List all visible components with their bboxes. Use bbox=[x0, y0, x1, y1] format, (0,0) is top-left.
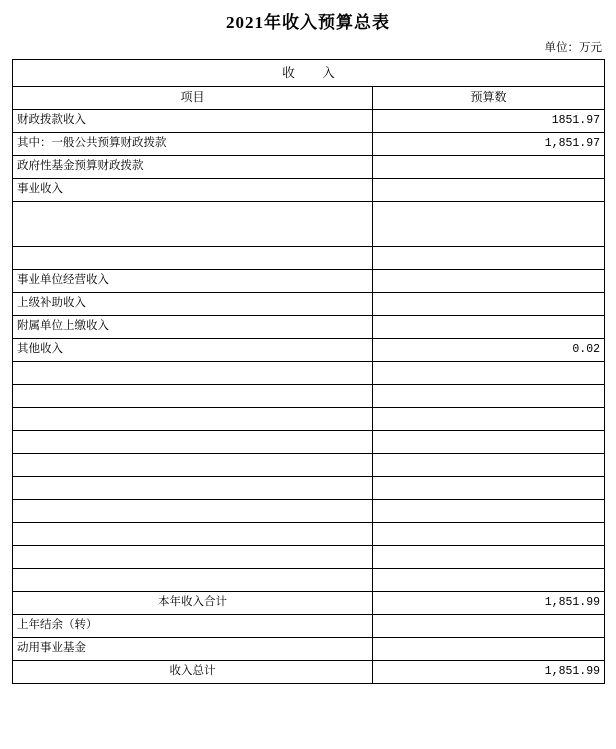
row-value bbox=[373, 385, 605, 408]
table-row bbox=[13, 569, 605, 592]
row-value bbox=[373, 477, 605, 500]
unit-note: 单位：万元 bbox=[544, 42, 602, 54]
table-row bbox=[13, 615, 605, 638]
table-row bbox=[13, 385, 605, 408]
row-label: 本年收入合计 bbox=[13, 592, 373, 615]
row-value bbox=[373, 500, 605, 523]
table-row bbox=[13, 431, 605, 454]
row-label: 事业单位经营收入 bbox=[13, 270, 373, 293]
table-row bbox=[13, 408, 605, 431]
table-row bbox=[13, 270, 605, 293]
table-row bbox=[13, 133, 605, 156]
row-label: 上年结余（转） bbox=[13, 615, 373, 638]
row-value bbox=[373, 431, 605, 454]
table-row bbox=[13, 110, 605, 133]
row-value bbox=[373, 362, 605, 385]
table-column-header-row bbox=[13, 87, 605, 110]
row-value bbox=[373, 156, 605, 179]
table-row bbox=[13, 202, 605, 247]
table-row bbox=[13, 454, 605, 477]
table-row bbox=[13, 247, 605, 270]
row-label bbox=[13, 202, 373, 247]
row-label bbox=[13, 362, 373, 385]
table-row bbox=[13, 500, 605, 523]
row-label bbox=[13, 385, 373, 408]
row-value: 0.02 bbox=[373, 339, 605, 362]
row-label bbox=[13, 431, 373, 454]
row-value bbox=[373, 247, 605, 270]
table-row bbox=[13, 179, 605, 202]
income-budget-table bbox=[12, 59, 605, 684]
row-value bbox=[373, 270, 605, 293]
row-label: 动用事业基金 bbox=[13, 638, 373, 661]
table-row bbox=[13, 362, 605, 385]
row-label: 上级补助收入 bbox=[13, 293, 373, 316]
table-body bbox=[13, 60, 605, 684]
table-row bbox=[13, 661, 605, 684]
row-value bbox=[373, 615, 605, 638]
table-row bbox=[13, 477, 605, 500]
page-title: 2021年收入预算总表 bbox=[226, 13, 390, 32]
row-label bbox=[13, 408, 373, 431]
row-value bbox=[373, 523, 605, 546]
row-value: 1851.97 bbox=[373, 110, 605, 133]
row-label bbox=[13, 500, 373, 523]
row-label bbox=[13, 454, 373, 477]
table-section-header-row bbox=[13, 60, 605, 87]
row-label bbox=[13, 477, 373, 500]
row-label: 其他收入 bbox=[13, 339, 373, 362]
row-value: 1,851.99 bbox=[373, 661, 605, 684]
row-value bbox=[373, 202, 605, 247]
column-header-budget: 预算数 bbox=[373, 87, 605, 110]
row-label bbox=[13, 546, 373, 569]
row-label bbox=[13, 569, 373, 592]
row-value bbox=[373, 316, 605, 339]
row-value bbox=[373, 638, 605, 661]
row-value bbox=[373, 569, 605, 592]
table-row bbox=[13, 293, 605, 316]
row-label bbox=[13, 247, 373, 270]
table-row bbox=[13, 339, 605, 362]
row-value bbox=[373, 454, 605, 477]
table-row bbox=[13, 523, 605, 546]
row-value bbox=[373, 293, 605, 316]
row-label: 政府性基金预算财政拨款 bbox=[13, 156, 373, 179]
row-value bbox=[373, 179, 605, 202]
row-label: 收入总计 bbox=[13, 661, 373, 684]
table-row bbox=[13, 316, 605, 339]
row-label: 其中：一般公共预算财政拨款 bbox=[13, 133, 373, 156]
column-header-item: 项目 bbox=[13, 87, 373, 110]
table-row bbox=[13, 156, 605, 179]
row-label: 事业收入 bbox=[13, 179, 373, 202]
row-label: 财政拨款收入 bbox=[13, 110, 373, 133]
row-value: 1,851.97 bbox=[373, 133, 605, 156]
table-row bbox=[13, 638, 605, 661]
row-value bbox=[373, 408, 605, 431]
table-row bbox=[13, 592, 605, 615]
row-label: 附属单位上缴收入 bbox=[13, 316, 373, 339]
row-value: 1,851.99 bbox=[373, 592, 605, 615]
row-label bbox=[13, 523, 373, 546]
row-value bbox=[373, 546, 605, 569]
table-row bbox=[13, 546, 605, 569]
section-header-cell: 收 入 bbox=[13, 60, 605, 87]
